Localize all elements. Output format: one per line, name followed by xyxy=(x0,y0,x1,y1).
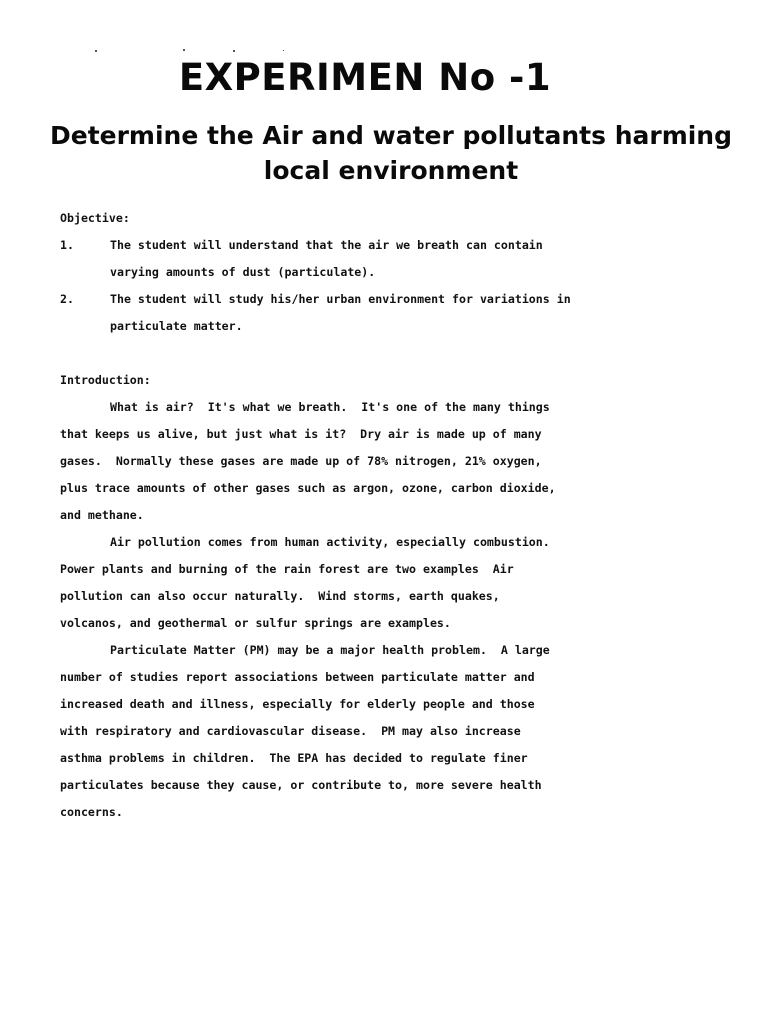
paragraph-line: particulates because they cause, or contribute to, more severe health xyxy=(60,778,542,792)
scan-speck xyxy=(283,50,284,51)
paragraph-line: Particulate Matter (PM) may be a major health problem. A large xyxy=(110,643,550,657)
scan-speck xyxy=(233,50,235,52)
subtitle-line: Determine the Air and water pollutants harming xyxy=(49,121,733,150)
paragraph-line: asthma problems in children. The EPA has decided to regulate finer xyxy=(60,751,528,765)
objective-heading: Objective: xyxy=(60,211,130,225)
scan-speck xyxy=(183,49,185,51)
introduction-heading: Introduction: xyxy=(60,373,151,387)
paragraph-line: volcanos, and geothermal or sulfur springs are examples. xyxy=(60,616,451,630)
subtitle-line: local environment xyxy=(263,156,519,185)
paragraph-line: increased death and illness, especially for elderly people and those xyxy=(60,697,535,711)
paragraph-line: gases. Normally these gases are made up of 78% nitrogen, 21% oxygen, xyxy=(60,454,542,468)
paragraph-line: What is air? It's what we breath. It's one of the many things xyxy=(110,400,550,414)
paragraph-line: Air pollution comes from human activity, especially combustion. xyxy=(110,535,550,549)
objective-item-continuation: varying amounts of dust (particulate). xyxy=(110,265,376,279)
paragraph-line: concerns. xyxy=(60,805,123,819)
objective-item xyxy=(60,232,750,259)
paragraph-line: Power plants and burning of the rain forest are two examples Air xyxy=(60,562,514,576)
page-title: EXPERIMEN No -1 xyxy=(178,56,552,99)
page-subtitle xyxy=(0,118,768,188)
objective-item-text: The student will understand that the air we breath can contain xyxy=(110,238,543,252)
objective-item-number: 1. xyxy=(60,238,74,252)
spacer xyxy=(60,340,750,367)
paragraph-line: with respiratory and cardiovascular disease. PM may also increase xyxy=(60,724,521,738)
scan-speck xyxy=(95,50,97,52)
objective-item xyxy=(60,286,750,313)
objective-item-continuation: particulate matter. xyxy=(110,319,243,333)
document-body xyxy=(60,205,750,826)
paragraph-line: pollution can also occur naturally. Wind storms, earth quakes, xyxy=(60,589,500,603)
paragraph-line: and methane. xyxy=(60,508,144,522)
paragraph-line: plus trace amounts of other gases such as argon, ozone, carbon dioxide, xyxy=(60,481,556,495)
paragraph-line: number of studies report associations between particulate matter and xyxy=(60,670,535,684)
paragraph-line: that keeps us alive, but just what is it? Dry air is made up of many xyxy=(60,427,542,441)
objective-item-number: 2. xyxy=(60,292,74,306)
objective-item-text: The student will study his/her urban environment for variations in xyxy=(110,292,571,306)
